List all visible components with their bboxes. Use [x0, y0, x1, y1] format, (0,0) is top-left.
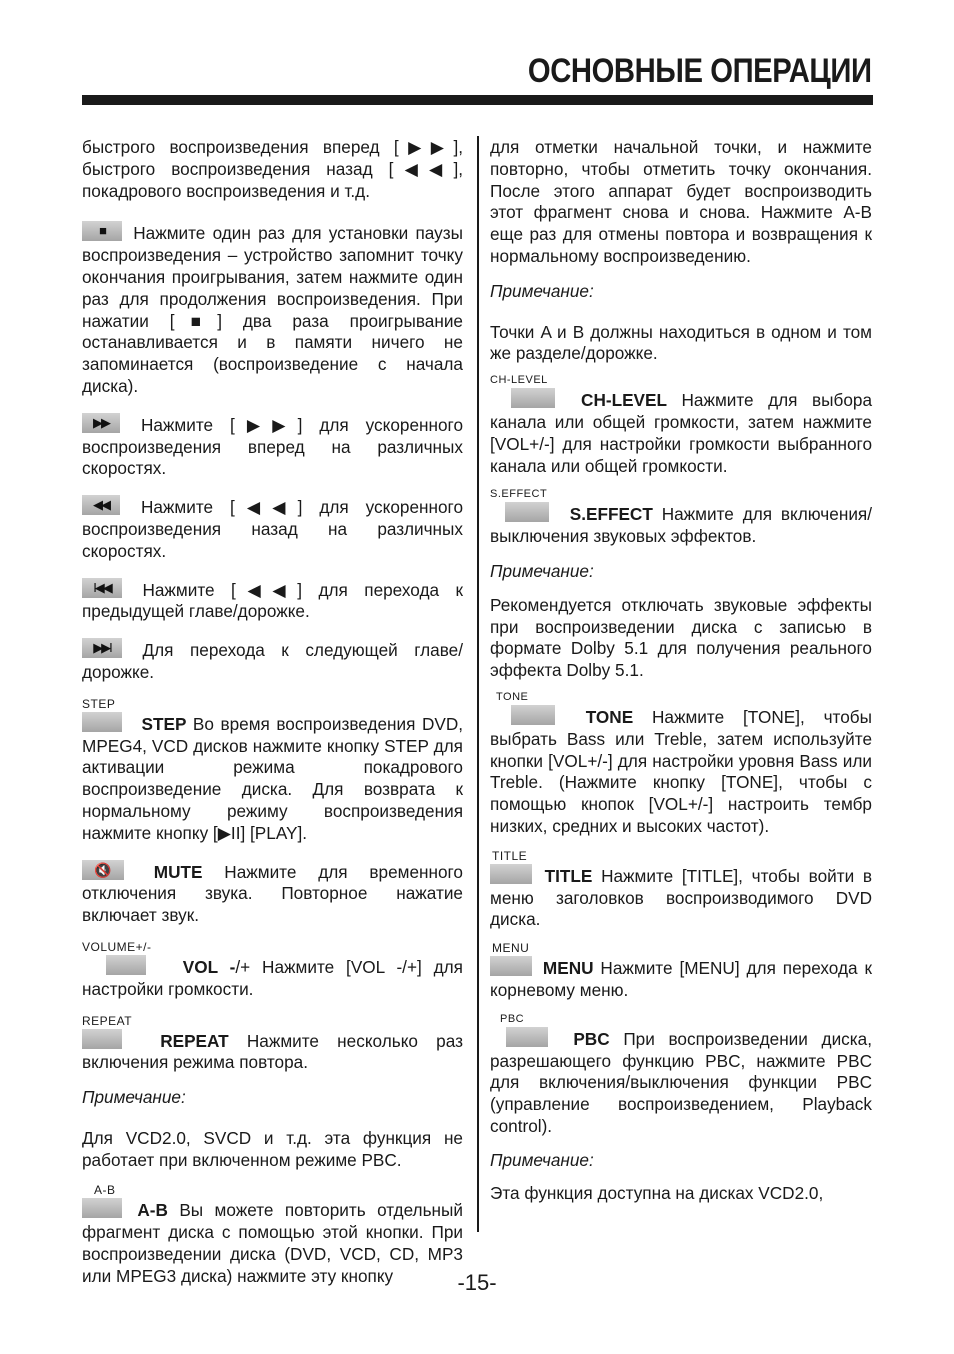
step-label: STEP — [82, 696, 116, 711]
tone-key-icon — [511, 705, 555, 725]
previous-track-icon: I◀◀ — [82, 578, 122, 598]
s-effect-item — [490, 502, 872, 548]
next-item — [82, 638, 463, 684]
repeat-key-icon — [82, 1029, 122, 1049]
rewind-item — [82, 495, 463, 562]
mute-icon: 🔇 — [82, 860, 124, 880]
title-key-icon — [490, 864, 532, 884]
ch-level-key-icon — [511, 388, 555, 408]
repeat-label: REPEAT — [82, 1013, 133, 1028]
intro-paragraph: быстрого воспроизведения вперед [▶▶], быстрого воспроизведения назад [◀◀], покадрового воспроизведения и т.д. — [82, 137, 463, 201]
menu-label: MENU — [492, 941, 530, 956]
menu-key-icon — [490, 956, 532, 976]
volume-item — [82, 955, 463, 1001]
volume-key-icon — [106, 955, 146, 975]
pbc-text: При воспроизведении диска, разрешающего функцию PBC, нажмите PBC для включения/выключения функции PBC (управление воспроизведением, Playback control). — [490, 1028, 873, 1136]
mute-text: Нажмите для временного отключения звука. Повторное нажатие включает звук. — [82, 861, 463, 926]
note-text: Рекомендуется отключать звуковые эффекты при воспроизведении диска с записью в формате Dolby 5.1 для получения реального эффекта Dolby 5.1. — [490, 594, 872, 681]
mute-item — [82, 860, 463, 927]
stop-text: Нажмите один раз для установки паузы воспроизведения – устройство запомнит точку окончания проигрывания, затем нажмите один раз для продолжения воспроизведения. При нажатии [■] два раза проигрывание останавливается и в памяти ничего не запоминается (воспроизведение с начала диска). — [82, 223, 463, 396]
fast-forward-item — [82, 413, 463, 480]
ab-name: A-B — [137, 1200, 168, 1221]
menu-name: MENU — [542, 958, 594, 979]
ab-text: Вы можете повторить отдельный фрагмент диска с помощью этой кнопки. При воспроизведении диска (DVD, VCD, CD, MP3 или MPEG3 диска) нажмите эту кнопку — [82, 1200, 463, 1286]
previous-text: Нажмите [◀◀] для перехода к предыдущей главе/дорожке. — [82, 579, 463, 622]
volume-label: VOLUME+/- — [82, 939, 152, 954]
ab-continuation: для отметки начальной точки, и нажмите повторно, чтобы отметить точку окончания. После этого аппарат будет воспроизводить этот фрагмент снова и снова. Нажмите A-B еще раз для отмены повтора и возвращения к нормальному воспроизведению. — [490, 137, 872, 266]
fast-forward-text: Нажмите [▶▶] для ускоренного воспроизведения вперед на различных скоростях. — [82, 414, 463, 479]
pbc-item — [490, 1027, 872, 1138]
tone-label: TONE — [496, 690, 529, 703]
ab-key-icon — [82, 1198, 122, 1218]
step-text: Во время воспроизведения DVD, MPEG4, VCD дисков нажмите кнопку STEP для активации режима покадрового воспроизведение диска. Для возврата к нормальному режиму воспроизведения нажмите кнопку [▶II] [PLAY]. — [82, 713, 464, 843]
volume-name: VOL - — [182, 956, 236, 977]
next-text: Для перехода к следующей главе/дорожке. — [82, 640, 463, 682]
page-title: ОСНОВНЫЕ ОПЕРАЦИИ — [528, 52, 872, 90]
page-number: -15- — [457, 1270, 497, 1295]
tone-item — [490, 705, 872, 838]
note-text: Эта функция доступна на дисках VCD2.0, — [490, 1183, 824, 1204]
pbc-name: PBC — [573, 1028, 610, 1049]
ch-level-item — [490, 388, 872, 477]
repeat-item — [82, 1029, 463, 1075]
note-text: Точки A и B должны находиться в одном и том же разделе/дорожке. — [490, 321, 872, 364]
rewind-text: Нажмите [◀◀] для ускоренного воспроизведения назад на различных скоростях. — [82, 497, 463, 561]
note-text: Для VCD2.0, SVCD и т.д. эта функция не работает при включенном режиме PBC. — [82, 1127, 463, 1170]
title-label: TITLE — [492, 848, 528, 863]
menu-item — [490, 956, 872, 1002]
ch-level-name: CH-LEVEL — [581, 390, 667, 411]
fast-forward-icon: ▶▶ — [82, 413, 120, 433]
step-item — [82, 712, 463, 845]
tone-text: Нажмите [TONE], чтобы выбрать Bass или Treble, затем используйте кнопки [VOL+/-] для настройки уровня Bass или Treble. (Нажмите кнопку [TONE], чтобы с помощью кнопок [VOL+/-] настроить тембр низких, средних и высоких частот). — [490, 706, 872, 836]
tone-name: TONE — [585, 706, 634, 727]
menu-text: Нажмите [MENU] для перехода к корневому меню. — [490, 958, 872, 1000]
repeat-name: REPEAT — [160, 1030, 229, 1051]
rewind-icon: ◀◀ — [82, 495, 120, 515]
repeat-text: Нажмите несколько раз включения режима повтора. — [82, 1030, 463, 1073]
ch-level-text: Нажмите для выбора канала или общей громкости, затем нажмите [VOL+/-] для настройки громкости выбранного канала или общей громкости. — [490, 390, 872, 476]
ch-level-label: CH-LEVEL — [490, 374, 548, 387]
header-rule — [82, 95, 873, 105]
note-title: Примечание: — [490, 280, 594, 301]
step-name: STEP — [141, 713, 187, 734]
stop-item — [82, 221, 463, 397]
step-key-icon — [82, 712, 122, 732]
volume-text: /+ Нажмите [VOL -/+] для настройки громкости. — [82, 956, 463, 999]
note-title: Примечание: — [490, 1149, 594, 1170]
s-effect-label: S.EFFECT — [490, 488, 548, 501]
previous-item — [82, 578, 463, 624]
column-divider — [477, 136, 479, 1232]
stop-key-icon: ■ — [82, 221, 122, 241]
title-text: Нажмите [TITLE], чтобы войти в меню заголовков воспроизводимого DVD диска. — [490, 865, 872, 930]
ab-label: A-B — [94, 1183, 116, 1198]
title-name: TITLE — [544, 865, 593, 886]
title-item — [490, 864, 872, 931]
s-effect-key-icon — [505, 502, 549, 522]
note-title: Примечание: — [82, 1087, 186, 1108]
s-effect-text: Нажмите для включения/выключения звуковых эффектов. — [490, 504, 872, 547]
s-effect-name: S.EFFECT — [569, 504, 653, 525]
note-title: Примечание: — [490, 560, 594, 581]
mute-name: MUTE — [153, 861, 203, 882]
pbc-label: PBC — [500, 1012, 525, 1025]
left-column — [82, 137, 463, 1288]
next-track-icon: ▶▶I — [82, 638, 122, 658]
right-column — [490, 137, 872, 1205]
pbc-key-icon — [506, 1027, 548, 1047]
